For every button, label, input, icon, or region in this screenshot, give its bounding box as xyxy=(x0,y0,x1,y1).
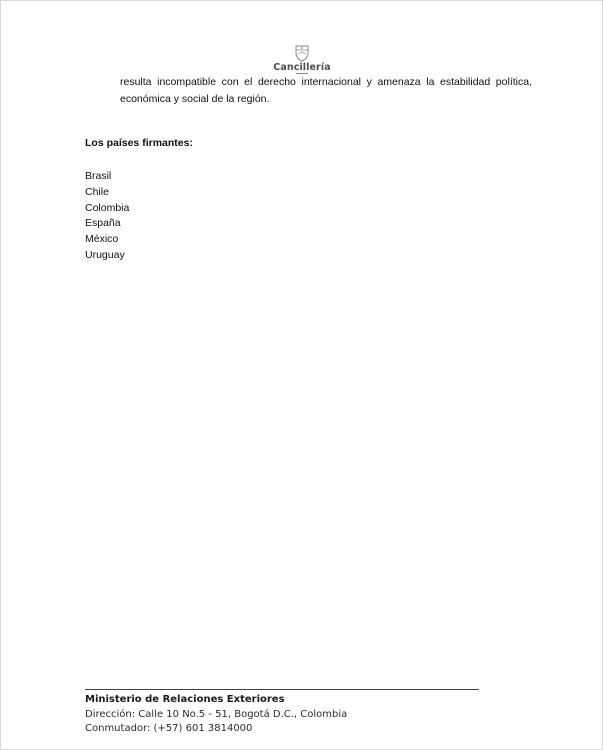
list-item: Colombia xyxy=(85,201,130,214)
country-list xyxy=(85,169,129,264)
signatories-title: Los países firmantes: xyxy=(85,137,193,149)
list-item: México xyxy=(85,233,119,246)
list-item: España xyxy=(85,217,121,230)
list-item: Brasil xyxy=(85,170,112,182)
footer-phone: Conmutador: (+57) 601 3814000 xyxy=(85,723,253,734)
list-item: Chile xyxy=(85,185,109,198)
brand-name: Cancillería xyxy=(273,62,331,73)
colombia-coat-of-arms-icon xyxy=(294,44,310,62)
footer-divider xyxy=(85,689,479,690)
footer-address: Dirección: Calle 10 No.5 - 51, Bogotá D.C., Colombia xyxy=(85,708,348,720)
body-paragraph: resulta incompatible con el derecho internacional y amenaza la estabilidad política, económica y social de la región. xyxy=(120,76,532,105)
footer-title: Ministerio de Relaciones Exteriores xyxy=(85,694,285,705)
footer xyxy=(85,693,347,737)
list-item: Uruguay xyxy=(85,248,125,261)
